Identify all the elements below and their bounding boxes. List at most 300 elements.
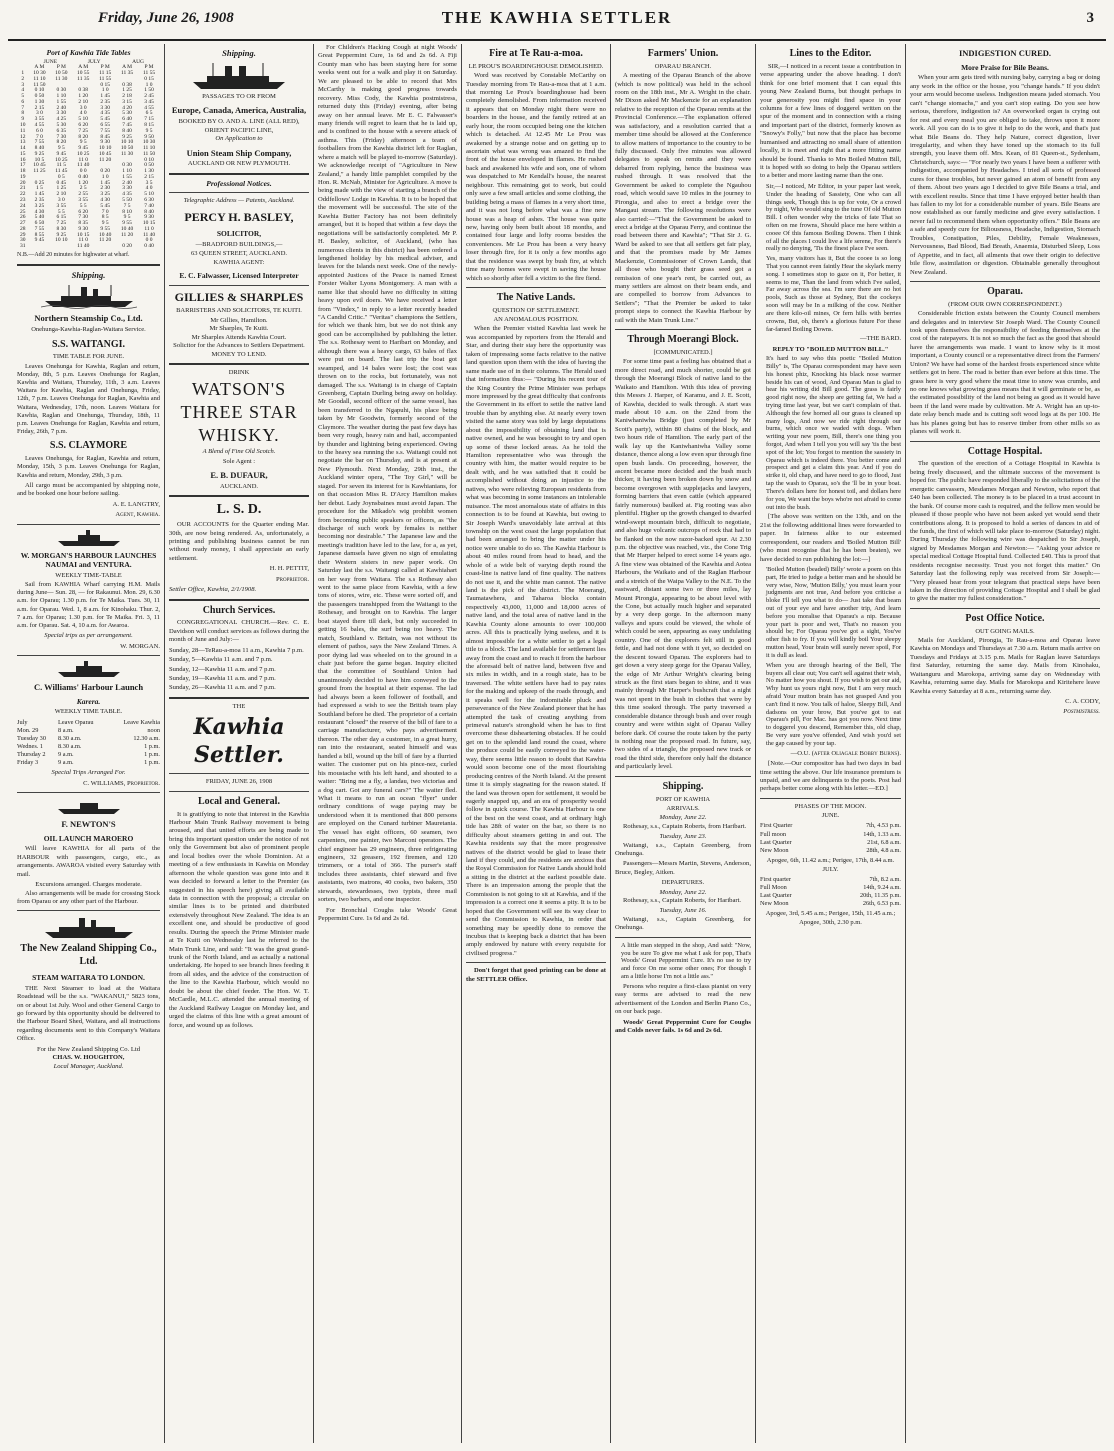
williams-row-cell: Leave Kawhia [123,718,160,726]
tide-cell: 2 40 [122,179,132,186]
tide-cell: 11 40 [142,231,156,238]
moon-phase-row-cell: Last Quarter [760,838,792,846]
farmers-text: A meeting of the Oparau Branch of the above (which is now political) was held in the school room on the 18th inst., Mr A. Wright in the chair. Mr Dixon asked Mr Mackenzie for an explanation relative to the reception of the Oparau remits at the Provincial Conference.—The explanation offered was satisfactory, and a resolution carried that a member time should be allowed at the Conference to allow matters of importance to the country to be fully discussed. Only five minutes was allowed delegates to speak on remits and they were debarred from replying, hence the business was rushed through. It was resolved that the Government be asked to complete the Ngauhou road, which would save 10 miles in the journey to Pirongia, and also to erect a bridge over the Mangaui stream. The following resolutions were also carried:—"That the Government be asked to erect a bridge at the Oparau Ferry, and continue the road between there and Kawhia"; "That Sir J. G. Ward be asked to see that all settlers get fair play, and that the promises made by Mr James Mackenzie, Commissioner of Crown Lands, that all those who bought their grass seed got a remission of one year's rent, be carried out, as many settlers are almost on their beam ends, and are compelled to borrow from Advances to Settlers"; "That the Premier be asked to take prompt steps to connect the Kawhia Harbour by rail with the Main Trunk Line." [615,72,751,324]
poem-signature: —THE BARD. [859,335,901,343]
tide-row [17,244,160,250]
tide-cell: 1 45 [34,191,45,198]
steamship-icon [41,915,137,939]
williams-row-cell: Tuesday 30 [17,734,46,742]
launch-icon [54,529,124,547]
editor-note: [Note.—Our compositor has had two days in bad time setting the above. Our life insurance premium is unpaid, and we are delinquents to the poets. Post had perhaps better come along with his letter.—ED.] [760,760,901,793]
williams-row-cell: Leave Oparau [58,718,94,726]
tide-cell [50,244,72,250]
tide-cell: 11 [20,127,26,134]
tide-cell: 10 10 [98,145,112,152]
church-service: Sunday, 12—Kawhia 11 a.m. and 7 p.m. [169,665,276,673]
tide-cell: 10 25 [55,156,68,163]
tide-cell: 0 30 [56,87,67,94]
tide-cell: 0 0 [79,168,87,175]
basley-title: SOLICITOR, [216,228,262,238]
farmers-subheading: OPARAU BRANCH. [654,62,712,70]
tide-cell: 1 25 [56,185,67,192]
tide-month: JULY [87,58,101,65]
divider [910,608,1100,609]
tide-cell: 5 45 [100,116,110,123]
tide-cell: 31 [19,243,26,250]
newton-heading: F. NEWTON'S [61,818,116,829]
tide-cell: 3 [21,81,25,88]
tide-cell: 26 [19,214,26,221]
morgan-special: Special trips as per arrangement. [44,632,133,640]
tide-cell: 1 0 [145,81,153,88]
tide-cell: 30 [19,237,26,244]
tide-cell: 3 55 [56,202,67,209]
tide-cell: 6 5 [145,110,153,117]
claymore-schedule: Leaves Onehunga, for Raglan, Kawhia and return, Monday, 15th, 3 p.m. Leaves Onehunga for Raglan, Kawhia and return, Monday, 29th, 3 p.m. [17,455,160,479]
tide-cell: 3 30 [100,104,110,111]
tide-cell: 11 50 [33,81,46,88]
tide-cell: 11 30 [121,150,134,157]
church-service: Sunday, 28—TeRau-a-moa 11 a.m., Kawhia 7 p.m. [169,646,304,654]
tide-cell: 17 [19,162,26,169]
watson-line: WATSON'S [191,379,287,400]
tide-cell: 6 20 [78,208,89,215]
moon-phase-row [760,831,901,839]
tide-cell: 10 15 [142,220,156,227]
tide-cell: 18 [19,168,26,175]
drink-label: DRINK [228,368,250,376]
lsd-signature: H. H. PETTIT, [269,565,309,573]
tide-cell: 4 55 [144,104,154,111]
tide-cell: 0 45 [56,179,67,186]
morgan-schedule: Sail from KAWHIA Wharf carrying H.M. Mails during June— Sun. 28, — for Rakaunui. Mon. 29, 6.30 a.m. for Oparau; 1.30 p.m. for Te Maika. Tues. 30, 11 a.m. for Oparau. Wed. 1, 8 a.m. for Kinohaku. Thur. 2, 7 a.m. for Oparau; 1.30 p.m. for Te Maika. Fri. 3, 11 a.m. for Oparau. Sat. 4, 10 a.m. for Awaroa. [17,581,160,629]
tide-cell: 10 15 [77,231,90,238]
logo-date: FRIDAY, JUNE 26, 1908 [205,778,273,786]
williams-row [17,743,160,751]
williams-row-cell: Mon. 29 [17,726,39,734]
williams-row-cell: July [17,718,28,726]
church-schedule [169,647,309,693]
williams-row [17,735,160,743]
logo-the: THE [232,702,246,710]
tide-cell: 6 15 [56,214,67,221]
tide-cell: 1 0 [101,87,109,94]
moon-phase-row-cell: 21st, 6.8 a.m. [867,838,901,846]
tide-cell: 2 35 [34,196,45,203]
tide-cell: 5 50 [122,196,132,203]
tide-body [17,71,160,250]
tide-cell: 1 [21,70,25,77]
divider [910,441,1100,442]
moerangi-subheading: [COMMUNICATED.] [653,349,713,357]
tide-cell: 10 50 [120,145,134,152]
waitangi-heading: S.S. WAITANGI. [52,338,125,350]
tide-cell: 11 40 [77,243,90,250]
tide-cell: 2 15 [34,104,45,111]
departure-date: Tuesday, June 16. [659,907,707,915]
williams-row-cell: 9 a.m. [58,759,74,767]
tide-cell: 6 50 [34,220,45,227]
tide-cell: 11 55 [142,70,156,77]
tide-cell: 11 20 [99,156,112,163]
tide-cell: 4 0 [145,185,153,192]
moon-phase-row-cell: 14th, 9.24 a.m. [863,884,901,892]
tide-cell: 4 35 [100,110,110,117]
tide-cell: 7 0 [101,208,109,215]
tide-cell: 3 25 [34,202,45,209]
tide-cell: 20 [19,179,26,186]
tide-header-cell: A M [78,64,89,71]
newton-boat: OIL LAUNCH MAROERO [43,833,134,843]
tide-cell: 9 25 [122,133,132,140]
tide-cell: 9 45 [78,145,89,152]
oparau-heading: Oparau. [987,285,1023,297]
column-1 [14,44,163,1445]
tide-cell: 0 30 [122,162,132,169]
williams-row-cell: 12.30 a.m. [133,734,160,742]
divider [466,962,606,963]
tide-cell: 8 55 [34,231,45,238]
tide-cell: 4 35 [122,191,132,198]
williams-signature: C. WILLIAMS, Proprietor. [83,779,160,787]
tide-cell: 8 40 [34,145,45,152]
tide-cell: 7 15 [144,116,154,123]
arrival-date: Tuesday, June 23. [659,833,707,841]
tide-header-cell: A M [122,64,133,71]
divider [169,285,309,286]
lsd-office: Settler Office, Kawhia, 2/1/1908. [169,586,257,594]
tide-table-title: Port of Kawhia Tide Tables [46,48,131,57]
agent-title: Agent, Kawhia. [115,511,160,519]
tide-cell: 5 10 [78,116,89,123]
tide-cell: 1 10 [122,168,132,175]
tide-cell: 3 55 [34,116,45,123]
tide-cell: 2 5 [79,185,87,192]
passages-text: BOOKED BY O. AND A. LINE (ALL RED), ORIENT PACIFIC LINE, [178,118,300,134]
tide-cell: 0 38 [122,81,132,88]
gillies-subheading: BARRISTERS AND SOLICITORS, TE KUITI. [176,307,302,315]
print-note: Don't forget that good printing can be done at the SETTLER Office. [466,967,606,983]
tide-cell: 11 30 [55,75,68,82]
tide-cell: 0 20 [100,168,110,175]
nzs-heading: The New Zealand Shipping Co., Ltd. [20,943,157,968]
moon-phase-row [760,876,901,884]
tide-cell: 10 40 [120,225,134,232]
tide-cell: 4 55 [34,122,45,129]
oparau-text: Considerable friction exists between the County Council members and delegates and in interview Sir Joseph Ward. The County Council took upon themselves the responsibility of feeding themselves at the cost of the ratepayers. It is not so much the fact as the good that should have the arrangements was made. I want to know why is it most important, a County council or a representative direct from the Farmers' Union? We have had some of the hardest frosts experienced since white settlers got in here. The road is better than ever before at this time. The grass here is very good where the meat time to snow was crumbs, and no one knows what growing grass means that it will germinate or be, as the estimated possibility of the land not being as good as it would have been if the land were made by cultivation. Mr A. Wright has an up-to-date relay bench made and is cutting soft wood logs at 8s per 100. He has his planes going but has to reserve timber from other mills so as planes will work it. [910,310,1100,436]
departure-entry: Waitangi, s.s., Captain Greenberg, for Onehunga. [615,915,751,932]
tide-cell: 6 40 [122,116,132,123]
tide-cell: 11 45 [55,168,68,175]
moon-phase-row [760,900,901,908]
tide-cell: 10 10 [120,139,134,146]
tide-cell: 21 [19,185,26,192]
ditty: A little man stepped in the shop, And said: "Now, you be sure To give me what I ask for pop, That's Woods' Great Peppermint Cure. It's no use to try and force On me some other ones; For though I am a little horse I'm not a little ass." [621,941,751,981]
divider [17,655,160,656]
farmers-heading: Farmers' Union. [647,48,719,59]
tide-cell: 9 30 [100,139,110,146]
tide-cell: 6 55 [100,122,110,129]
post-signature: C. A. CODY, [1065,698,1100,706]
tide-cell: 8 20 [78,133,89,140]
lsd-signature-title: Proprietor. [275,575,309,583]
tide-cell: 8 10 [122,208,132,215]
tide-cell: 11 0 [78,237,88,244]
tide-cell: 10 55 [77,70,90,77]
tide-cell: 7 55 [34,139,45,146]
watson-line: THREE STAR [180,402,298,423]
tide-header-cell: P M [56,64,66,71]
tide-cell: 1 25 [122,87,132,94]
tide-cell: 9 30 [144,214,154,221]
williams-row-cell: 9 a.m. [58,750,74,758]
tide-cell: 2 15 [144,173,154,180]
tide-cell [28,244,50,250]
column-rule [905,44,906,1443]
gillies-line: Mr Sharples, Te Kuiti. [209,325,269,333]
launch-icon [54,660,124,678]
tide-cell: 8 40 [144,208,154,215]
telegraphic-address: Telegraphic Address — Patents, Auckland. [183,197,295,205]
shipping-heading: Shipping. [222,48,256,58]
williams-row-cell: 8.30 a.m. [58,734,82,742]
fire-subheading: LE PROU'S BOARDINGHOUSE DEMOLISHED. [468,62,604,70]
tide-cell: 9 55 [100,225,110,232]
shipping-heading: Shipping. [662,780,704,792]
arrival-passengers: Passengers—Messrs Martin, Stevens, Anderson, Bruce, Begley, Aitken. [615,860,751,876]
williams-row-cell: 8 a.m. [58,726,74,734]
native-text: When the Premier visited Kawhia last week he was accompanied by reporters from the Herald and Star, and during their stay here the opportunity was taken of impressing some facts relative to the native land question upon them with the idea of having the same made use of in their columns. The Herald used that information thus:— "During his recent tour of the King Country the Prime Minister was perhaps more impressed by the great difficulty that confronts the Government in its effort to settle the native land trouble than by anything else. At nearly every town visited the same story was told by large deputations about the impossibility of obtaining land that is native owned, and he was besought to try and open up some of these locked areas. As he told the Hamilton representative who was through the country with him, the matter would require to be dealt with, and he was satisfied that it could be accomplished without doing an injustice to the natives, who were relieving European residents from what was becoming in some instances an intolerable nuisance. The most anomalous state of affairs in this connection is to be found at Kawhia, but owing to Sir Joseph Ward's unavoidably late arrival at this township on the west coast the large population that had been arranged to bring the matter under his notice were unable to do so. The Kawhia Harbour is about 40 miles round from head to head, and the whole of a wide belt of varying depth round the coast-line is native land of fine quality. The natives do not use it, and the white man cannot. The native land is the pick of the district. The Moerangi, Taumatawhera, and Taharoa blocks contain respectively 43,000, 11,000 and 18,000 acres of native land, and the total area of native land in the Kawhia County alone amounts to over 100,000 acres. All this is practically lying useless, and it is almost impossible for a white settler to get a legal title to a block. The land available for settlement lies away from the coast and to reach it from the harbour the aforesaid belt of native land, between five and six miles in width, and in a rough state, has to be traversed. The white settlers have had to pay rates for the making and upkeep of the roads through, and it speaks well for the indomitable pluck and perseverance of the New Zealand pioneer that he has attempted the task of creating anything from primeval nature's stronghold when he has to first overcome these disheartening obstacles. If he could get on to the splendid land round the coast, where the produce could be easily conveyed to the water-way, there seems little reason to doubt that Kawhia would soon become one of the most flourishing producing centres of the North Island. At the present time it is simply stagnating for the reason stated. If the land was thrown open for settlement, it would be eagerly snapped up, and an era of prosperity would follow in quick course. The Kawhia Harbour is one of the best on the west coast, and at ordinary high tide has 28ft of water on the bar, so there is no difficulty about steamers getting in and out. The Kawhia residents say that the more progressive natives of the district would be glad to lease their land if they could, and the residents are anxious that the Royal Commission for Native Lands should hold a sitting in the district at the earliest possible date. There is an impression among the people that the Commission is not going to sit at Kawhia, and if the impression is a correct one it seems a pity. It is to be hoped that the Government will see its way clear to send the Commission to Kawhia, in order that something may be speedily done to remove the incubus that is keeping back a district that has been amply endowed by nature with every requisite for civilised progress." [466,325,606,957]
williams-row [17,759,160,767]
poem-stanza: 'Boiled Mutton (beaded) Billy' wrote a poem on this part, He tried to judge a better man and he should be very wise, Now, 'Mutton Billy,' you must learn your judgments are not true, And before you criticise a bloke I'll tell you what to do— Just take that beam out of your eye and have another trip, And learn before you moralise that Oparau's a nip. Because your part is poor and wet, That's no reason you should be; For Oparau you've got a sight, You've other fish to fry. If you will kindly boil Your sleepy mutton head, Your brain will surely never spoil, For it is dull as lead. [766,565,901,659]
tide-cell: 9 55 [122,220,132,227]
agent-name: A. E. LANGTRY, [112,500,160,508]
june-heading: JUNE. [821,812,840,820]
williams-row-cell: 8.30 a.m. [58,742,82,750]
tide-cell: 11 55 [99,75,112,82]
tide-cell: 2 10 [56,191,67,198]
tide-cell: 3 30 [56,110,67,117]
tide-cell: 1 20 [78,179,89,186]
tide-cell: 0 15 [100,81,110,88]
divider [169,495,309,497]
nzs-subheading: STEAM WAITARA TO LONDON. [32,973,145,983]
tide-cell: 11 5 [56,162,67,169]
indigestion-subheading: More Praise for Bile Beans. [961,62,1049,72]
issue-date: Friday, June 26, 1908 [98,10,234,26]
indigestion-text: When your arm gets tired with nursing baby, carrying a bag or doing any work in the office or the house, you "change hands." If you didn't your arm would become useless. Indigestion means jaded stomach. You can't "change stomachs," and you can't stop eating. Do you see how serious, therefore, indigestion is? An overworked organ is crying out for rest and every meal you are obliged to take, throws upon it more work. All you can do is to give it help to do the work, and that's just what Bile Beans do. They help Nature, correct digestion, liver irregularity, and when they have toned up the stomach to its full strength, you leave them off. Mrs. Kean, of 81 Queen-st., Sydenham, Christchurch, says:— "For nearly two years I have been a sufferer with indigestion, accompanied by Headaches. I tried all sorts of professed cures for these troubles, but never gained an atom of benefit from any of them. About two years ago I decided to give Bile Beans a trial, and with excellent results. Since that time I have enjoyed better health than has fallen to my lot for a considerable number of years. Bile Beans are now established as our family medicine and give every satisfaction. I never fail to recommend them when opportunity offers." Bile Beans are a safe and speedy cure for Biliousness, Headache, Indigestion, Stomach Troubles, Constipation, Piles, Debility, Female Weaknesses, Nervousness, Bad Blood, Bad Breath, Anaemia, Disturbed Sleep, Loss of Appetite, and in fact, all ailments that owe their origin to defective bile flow, assimilation or digestion. Obtainable generally throughout New Zealand. [910,74,1100,276]
tide-cell: 5 30 [122,110,132,117]
watson-line: WHISKY. [198,425,280,446]
cottage-text: The question of the erection of a Cottage Hospital in Kawhia is being freely discussed, and the ultimate success of the movement is hoped for. The public have responded liberally to the solicitations of the energetic canvassers, Mesdames Morgan and Newton, who report that £40 has been collected. The money is to be placed in a trust account in the bank. Of course more cash is required, and the fellow men would be pleased if those people who have not been asked yet would send their contributions along. It is proposed to hold a series of dances in aid of the funds, the first of which will take place to-morrow (Saturday) night. During Thursday the following wire was despatched to Sir Joseph, signed by Mesdames Morgan and Newton:— "Asking your advice re special medical Cottage Hospital fund. Collected £40. This is proof that residents recognise necessity. Trust you not forget this matter." On Saturday last the following reply was received from Sir Joseph:— "Very pleased hear from your telegram that practical steps have been taken in the direction of providing Cottage Hospital and I shall be glad to give the matter my fullest consideration." [910,460,1100,603]
tide-month: AUG [132,58,145,65]
tide-cell: 4 25 [56,116,67,123]
tide-cell: 0 10 [34,87,45,94]
column-rule [461,44,462,1443]
tide-cell: 7 0 [35,133,43,140]
tide-table [17,60,160,250]
moon-phase-row-cell: 7th, 8.2 a.m. [869,876,901,884]
church-text: CONGREGATIONAL CHURCH.—Rev. C. E. Davidson will conduct services as follows during the month of June and July:— [169,619,309,644]
tide-cell: 3 45 [144,98,154,105]
july-heading: JULY. [822,865,839,873]
gillies-line: Mr Gillies, Hamilton. [210,316,268,324]
tide-cell: 10 10 [55,237,68,244]
cottage-heading: Cottage Hospital. [967,445,1043,457]
tide-cell: 10 50 [55,70,68,77]
local-text: It is gratifying to note that interest in the Kawhia Harbour Main Trunk Railway movement is being aroused, and that united efforts are being made to bring this important question under the notice of not only the Government but also of prominent people and local bodies over the whole Dominion. At a meeting of a few enthusiasts in Kawhia on Monday afternoon the whole question was gone into and it was decided to forward a letter to the Premier (as suggested in his speech here) giving all available data in connection with the proposal; a circular on similar lines is to be printed and distributed extensively throughout New Zealand. The idea is an excellent one, and should be productive of good results. During the speech the Prime Minister made at Te Kuiti on Wednesday last he referred to the Main Trunk Line, and said: "It was the great grand-trunk of the North Island, and as actually a national undertaking. He hoped to see branch lines feeding it from all sides, and the advice of the construction of the line to the Kawhia Harbour, which would no doubt be about the chief feeder. The Hon. W. T. McCardle, M.L.C. attended the annual meeting of the Auckland Railway League on Monday last, and urged the claims of this line with a great amount of force, and wound up as follows. [169,810,309,1029]
divider [615,937,751,938]
tide-cell: 8 20 [56,139,67,146]
tide-cell: 2 55 [78,191,89,198]
church-service: Sunday, 5—Kawhia 11 a.m. and 7 p.m. [169,656,273,664]
divider [169,599,309,601]
moon-phase-row-cell: 28th, 4.8 a.m. [866,846,901,854]
williams-row [17,719,160,727]
moon-phase-row-cell: 20th, 11.35 p.m. [859,892,901,900]
tide-cell: 5 5 [79,202,87,209]
tide-cell: 6 35 [56,127,67,134]
tide-cell: 28 [19,225,26,232]
tide-cell: 7 30 [56,133,67,140]
tide-cell: 8 40 [122,127,132,134]
tide-cell: 9 5 [57,145,65,152]
tide-cell: 9 5 [145,127,153,134]
divider [17,792,160,793]
moon-phase-row [760,822,901,830]
williams-row-cell: 1 p.m. [144,759,160,767]
tide-cell: 1 30 [34,98,45,105]
passages-apply: On Application to [215,135,263,143]
tide-cell: 4 [21,87,25,94]
tide-cell: 6 [21,98,25,105]
woods-ad: For Bronchial Coughs take Woods' Great Peppermint Cure. 1s 6d and 2s 6d. [318,906,457,923]
june-apogee: Apogee, 6th, 11.42 a.m.; Perigee, 17th, 8.44 a.m. [766,856,895,864]
woods-ad: Woods' Great Peppermint Cure for Coughs and Colds never fails. 1s 6d and 2s 6d. [615,1018,751,1035]
piano-notice: Persons who require a first-class pianist on very easy terms are advised to read the new advertisement of the London and Berlin Piano Co., on our back page. [615,982,751,1016]
williams-row-cell: 1 p.m. [144,742,160,750]
tide-cell: 0 0 [145,237,153,244]
moerangi-text: For some time past a feeling has obtained that a more direct road, and much shorter, could be got through the Moerangi Block of native land to the Waikato and Hamilton. With this idea of proving this Messrs J. Harper, of Karamu, and J. E. Scott, of Kawhia, decided to walk through. A start was made about 10 a.m. on the 22nd from the Kaniwhaniwha Bridge (just completed by Mr Scott's party), within 80 chains of the block, and two hours ride of Hamilton. The early part of the walk lay up the Kaniwhaniwha Valley some distance, thence along a low even spur through fine open bush lands. On proceeding, however, the ascent became more decided and the bush much thicker, it having been broken down by snow and become overgrown with supplejacks and lawyers, forming barriers that even cattle (which appeared fairly numerous) baulked at. Fig rooting was also plentiful. Higher up the growth changed to dwarfed wind-swept mountain birch, difficult to negotiate, and also huge volcanic outcrops of rock that had to be flanked on the now razor-backed spur. At 2.30 p.m. the objective was reached, viz., the Cone Trig that Mr Harper helped to erect some 14 years ago. A fine view was obtained of the Kawhia and Aotea Harbours, the Waikato and of the Raglan Harbour and a stretch of the Waipa Valley to the N.E. To the eastward, distant some two or three miles, lay Mount Pirongia, appearing to be about level with the Cone, but actually much higher and separated by a very deep gorge. In the afternoon many valleys and spurs could be viewed, the whole of which could be seen, appearing as easy undulating country. One of the explorers felt still in good fettle, and had not done with it yet, so decided on the descent toward Oparau. The explorers had to get down a very steep gorge for the Oparau Valley, the edge of Mr Arthur Wright's clearing being struck as the first stars began to shine, and it was mainly through Mr Harper's bushcraft that a night was not spent in the bush in clothes that were by this time soaked through. The party traversed a considerable distance through bush and over rough country and were within sight of Oparau Valley before dark. Of course the route taken by the party is nothing near the proposed road. In future, say, two sides of a triangle, the proposed new track or road the third side, therefore only half the distance and particularly level. [615,358,751,771]
tide-cell: 3 55 [78,196,89,203]
williams-row-cell: Wednes. 1 [17,742,44,750]
poem-stanza: Yes, many visitors has it, But the cooee is so long That you cannot even faintly Hear the skylark merry song. I sometimes stop to gaze on it, For better, it seems to me, Than the land from which I've sailed, Far away across the sea. I'm sure there are no hot pools, Such as those at Sydney, But the cockeys soon will may be In a milking of the cow. Neither are there kilo-oil mines, Or fern hills with berries crowns, But, oh, there's a glorious future For these far-famed Boiling Downs. [766,255,901,333]
tide-cell: 3 0 [79,104,87,111]
tide-cell: 1 5 [35,185,43,192]
tide-note: N.B.—Add 20 minutes for highwater at wharf. [17,251,130,258]
kawhia-agent-label: KAWHIA AGENT: [213,259,265,267]
tide-cell: 0 5 [57,173,65,180]
divider [17,524,160,525]
williams-row-cell: Thursday 2 [17,750,46,758]
tide-cell: 11 10 [33,75,46,82]
tide-cell: 11 0 [78,156,88,163]
williams-row-cell: noon [147,726,160,734]
poem-stanza: Sir,—I noticed, Mr Editor, in your paper last week, Under the heading of Sassiety, One who can all things seek, Though this is up for vote, Or a crowd by night, Who would sing to the tune Of old Mutton Bill. I often wonder why the tricks of fate That so often on me frowns, Should place me here within a cooee Of this famous Boiling Downs. Then I think of all the places I could live a life serene, For there's really no denying, 'Tis the finest place I've seen. [766,182,901,253]
union-name: Union Steam Ship Company, [186,147,292,158]
divider [169,363,309,365]
gillies-line: MONEY TO LEND. [211,350,267,358]
post-text: Mails for Auckland, Pirongia, Te Rau-a-moa and Oparau leave Kawhia on Mondays and Thursdays at 7.30 a.m. Return mails arrive on Tuesdays and Fridays at 3.15 p.m. Mails for Raglan leave Saturdays first Saturday, returning the same day. Mails from Kinohaku, Waitanguru and Marokopa, arriving same day on Wednesday with Kawhia, returning same day. Mails for Marokopa and Kiritehere leave Kawhia every Saturday at 8 a.m., returning same day. [910,636,1100,695]
williams-boat: Karera. [76,696,101,706]
tide-cell: 9 [21,116,25,123]
union-address: AUCKLAND OR NEW PLYMOUTH. [187,160,291,168]
column-5 [612,44,754,1445]
arrival-entry: Rothesay, s.s., Captain Roberts, from Haribart. [623,822,747,830]
professional-heading: Professional Notices. [206,178,272,188]
fire-heading: Fire at Te Rau-a-moa. [489,48,583,59]
newton-text: Will leave KAWHIA for all parts of the HARBOUR with passengers, cargo, etc., as arrangements. AWAROA visited every Saturday with mail. [17,845,160,878]
basley-address: 63 QUEEN STREET, AUCKLAND. [190,249,288,257]
newspaper-logo: Kawhia Settler. [193,714,285,769]
tide-cell: 11 35 [77,75,90,82]
moon-phase-row [760,839,901,847]
tide-cell: 0 38 [78,87,89,94]
tide-cell: 10 25 [77,150,90,157]
tide-cell: 4 0 [79,110,87,117]
newton-note: Also arrangements will be made for crossing Stock from Oparau or any other part of the Harbour. [17,889,160,906]
tide-cell: 11 50 [142,150,156,157]
arrival-date: Monday, June 22. [659,814,707,822]
divider [169,173,309,175]
tide-cell: 1 55 [56,98,67,105]
tide-cell: 9 5 [79,139,87,146]
tide-cell: 6 30 [144,196,154,203]
column-rule [164,44,165,1443]
tide-cell: 10 5 [34,156,45,163]
moon-phase-row-cell: New Moon [760,846,789,854]
moon-phase-row-cell: Full Moon [760,884,787,892]
church-heading: Church Services. [202,604,276,616]
poem-stanza: When you are through hearing of the Bell, The buyers all clear out; You can't sell against their wish, No matter how you shout. If you wish to get our aid, Why hunt us yours right now, But I am very much afraid Your mutton brain has not grasped And you can't find it now. You talk of haloe, Sleepy Bill, And dadsons on your brow, But you've got to eat Oparau's pill, For Mac. has got you now. Next time to doggerel you descend, Remember this, old chap, Be very sure you've offended, And wish you'd set the gap caused by your tap. [766,661,901,747]
tide-cell: 6 0 [35,127,43,134]
tide-cell: 3 15 [122,98,132,105]
nzs-for: For the New Zealand Shipping Co. Ltd [36,1045,141,1053]
column-7 [907,44,1103,1445]
tide-cell: 1 30 [144,168,154,175]
tide-cell: 11 10 [142,145,156,152]
tide-cell: 5 45 [100,202,110,209]
divider [17,910,160,911]
tide-cell: 0 20 [122,243,132,250]
cargo-note: All cargo must be accompanied by shipping note, and be booked one hour before sailing. [17,481,160,498]
june-phases [760,822,901,854]
tide-cell: 2 35 [100,98,110,105]
column-2 [166,44,312,1445]
tide-cell: 10 45 [33,162,46,169]
divider [169,697,309,699]
tide-cell: 7 25 [78,127,89,134]
arrivals-heading: ARRIVALS. [666,804,700,812]
tide-cell: 3 0 [35,110,43,117]
tide-cell: 14 [19,145,26,152]
newton-excursions: Excursions arranged. Charges moderate. [35,881,142,889]
tide-cell: 24 [19,202,26,209]
page-number: 3 [1086,10,1094,26]
tide-cell: 9 50 [144,133,154,140]
indigestion-heading: INDIGESTION CURED. [958,48,1052,58]
tide-cell: 15 [19,150,26,157]
tide-cell: 10 30 [33,70,46,77]
moon-phase-row [760,847,901,855]
column-rule [313,44,314,1443]
claymore-heading: S.S. CLAYMORE [49,440,128,452]
basley-building: —BRADFORD BUILDINGS,— [195,240,283,248]
tide-cell: 9 25 [34,150,45,157]
gillies-line: Solicitor for the Advances to Settlers Department. [173,342,305,350]
tide-cell: 5 40 [34,214,45,221]
ocean-liner-icon [191,62,287,90]
